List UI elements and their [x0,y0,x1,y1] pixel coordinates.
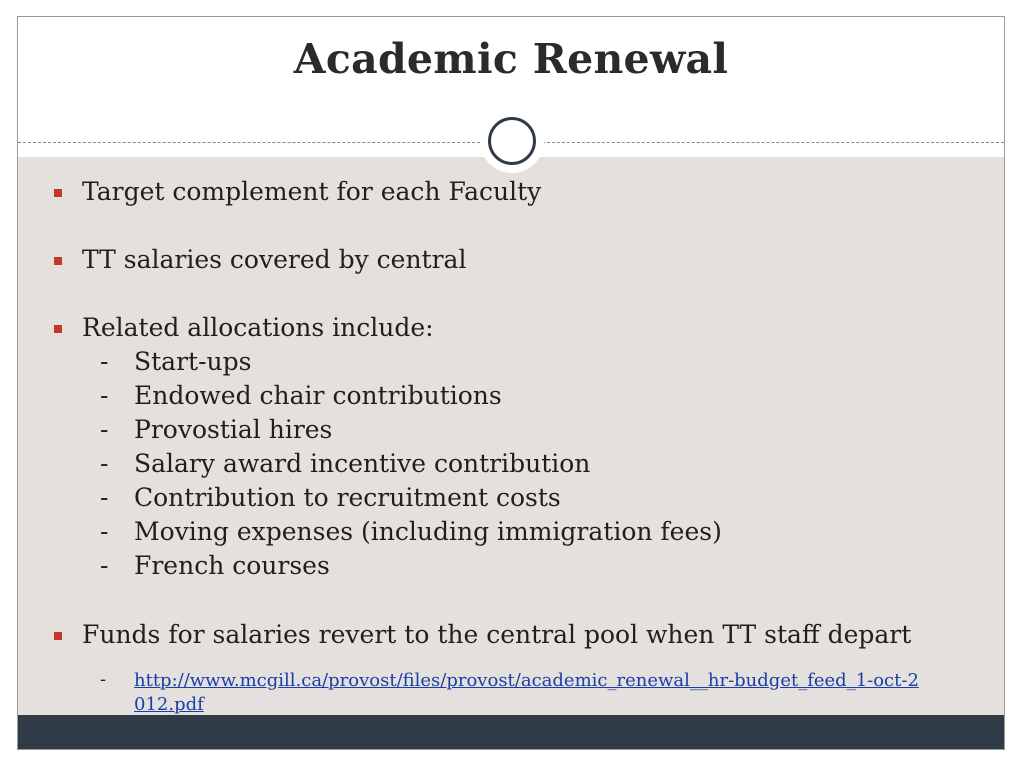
slide [17,16,1005,750]
bullet-square-icon [54,325,62,333]
circle-ring [488,117,536,165]
sub-item-label: Contribution to recruitment costs [134,483,561,512]
sub-item [100,483,561,512]
dash-marker: - [100,347,109,376]
sub-item [100,347,251,376]
sub-item-label: Provostial hires [134,415,333,444]
bullet-square-icon [54,632,62,640]
content-area [18,157,1004,715]
dash-marker: - [100,483,109,512]
dash-marker: - [100,415,109,444]
dash-marker: - [100,381,109,410]
footer-bar [18,715,1004,750]
reference-link[interactable]: http://www.mcgill.ca/provost/files/provost/academic_renewal__hr-budget_feed_1-oct-2012.pdf [134,670,919,715]
divider-circle-icon [480,109,544,173]
bullet-item: Related allocations include: [82,313,434,342]
sub-item [100,517,722,546]
bullet-item: Target complement for each Faculty [82,177,542,206]
dash-marker: - [100,449,109,478]
sub-item [100,551,330,580]
bullet-item: TT salaries covered by central [82,245,467,274]
sub-item [100,449,590,478]
sub-item-label: Moving expenses (including immigration fees) [134,517,722,546]
sub-item-label: French courses [134,551,330,580]
bullet-item: Funds for salaries revert to the central pool when TT staff depart [82,620,912,649]
dash-marker: - [100,669,107,690]
sub-item-label: Endowed chair contributions [134,381,502,410]
dash-marker: - [100,517,109,546]
sub-item-label: Start-ups [134,347,252,376]
bullet-square-icon [54,189,62,197]
sub-item [100,415,332,444]
dash-marker: - [100,551,109,580]
sub-item [100,381,502,410]
slide-title: Academic Renewal [293,35,729,83]
bullet-square-icon [54,257,62,265]
sub-item-label: Salary award incentive contribution [134,449,591,478]
